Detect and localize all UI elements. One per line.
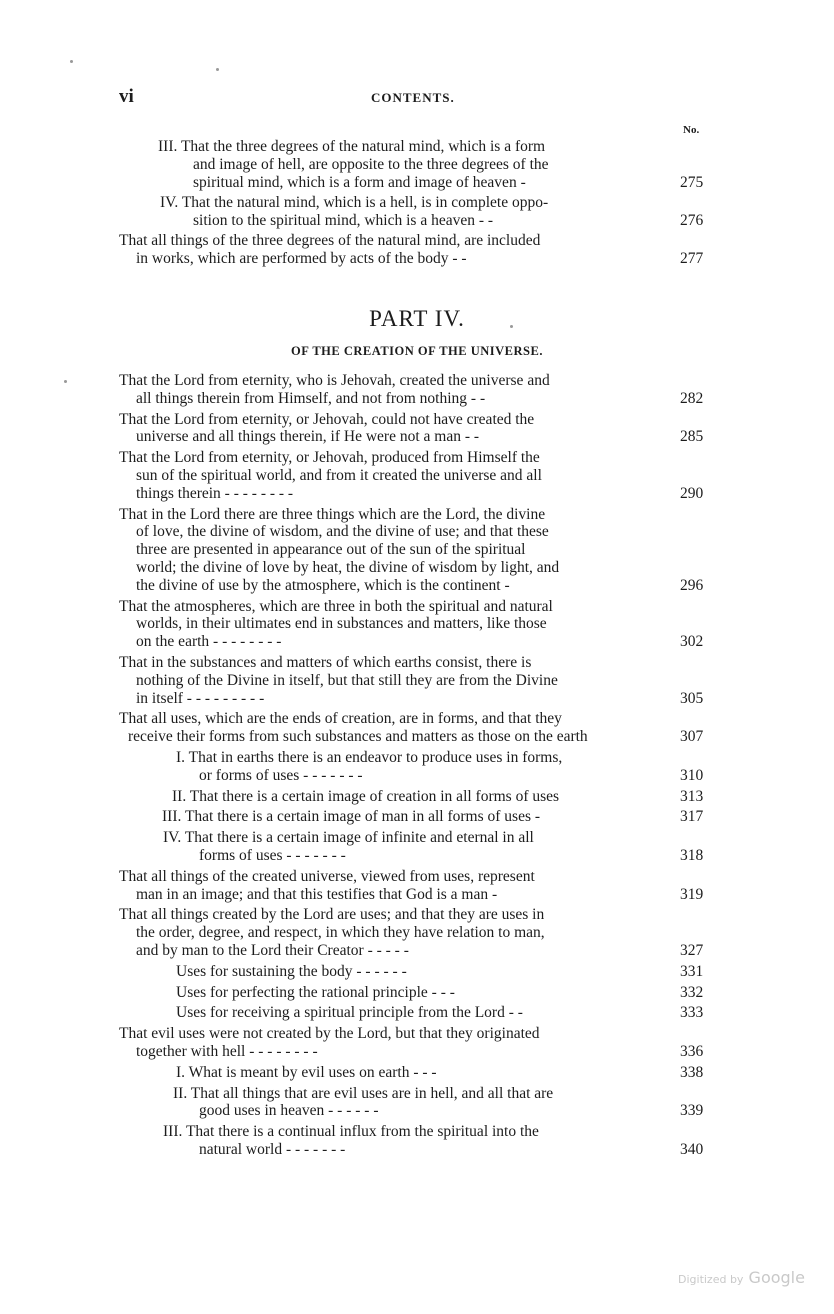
entry-line: or forms of uses - - - - - - - bbox=[199, 766, 363, 784]
watermark-prefix: Digitized by bbox=[678, 1273, 744, 1286]
entry-line: world; the divine of love by heat, the divine of wisdom by light, and bbox=[136, 559, 560, 576]
entry-number: 319 bbox=[680, 885, 704, 903]
entry-line: I. What is meant by evil uses on earth - - - bbox=[176, 1063, 437, 1081]
entry-number: 340 bbox=[680, 1141, 704, 1158]
entry-line: II. That there is a certain image of creation in all forms of uses bbox=[172, 787, 560, 805]
entry-number: 276 bbox=[680, 212, 704, 229]
entry-line: three are presented in appearance out of the sun of the spiritual bbox=[136, 541, 526, 559]
entry-number: 331 bbox=[680, 962, 704, 980]
entry-line: III. That there is a continual influx from the spiritual into the bbox=[163, 1123, 539, 1141]
google-watermark bbox=[678, 1268, 805, 1287]
entry-line: forms of uses - - - - - - - bbox=[199, 847, 346, 864]
paper-speck bbox=[64, 380, 67, 383]
section-title: OF THE CREATION OF THE UNIVERSE. bbox=[291, 344, 543, 358]
entry-line: the divine of use by the atmosphere, which is the continent - bbox=[136, 576, 510, 594]
entry-line: That all things created by the Lord are uses; and that they are uses in bbox=[119, 906, 545, 924]
entry-line: That the atmospheres, which are three in both the spiritual and natural bbox=[119, 597, 553, 615]
entry-line: That all things of the three degrees of the natural mind, are included bbox=[119, 232, 541, 249]
entry-line: IV. That there is a certain image of infinite and eternal in all bbox=[163, 829, 534, 847]
entry-line: the order, degree, and respect, in which they have relation to man, bbox=[136, 924, 545, 942]
entry-number: 333 bbox=[680, 1004, 704, 1022]
entry-number: 307 bbox=[680, 728, 704, 746]
entry-line: sition to the spiritual mind, which is a heaven - - bbox=[193, 212, 494, 229]
entry-line: That the Lord from eternity, who is Jehovah, created the universe and bbox=[119, 372, 550, 389]
entry-number: 317 bbox=[680, 808, 704, 826]
entry-line: in itself - - - - - - - - - bbox=[136, 689, 265, 707]
paper-speck bbox=[510, 325, 513, 328]
entry-line: Uses for sustaining the body - - - - - - bbox=[176, 962, 407, 980]
page-number: vi bbox=[119, 86, 134, 107]
part-title: PART IV. bbox=[369, 306, 465, 331]
entry-line: things therein - - - - - - - - bbox=[136, 484, 294, 502]
entry-line: natural world - - - - - - - bbox=[199, 1141, 346, 1158]
entry-line: and image of hell, are opposite to the three degrees of the bbox=[193, 156, 549, 173]
entry-line: That evil uses were not created by the Lord, but that they originated bbox=[119, 1025, 540, 1043]
entry-number: 302 bbox=[680, 633, 704, 651]
entry-line: III. That there is a certain image of man in all forms of uses - bbox=[162, 808, 541, 826]
column-label: No. bbox=[683, 124, 700, 136]
entry-line: man in an image; and that this testifies that God is a man - bbox=[136, 885, 498, 903]
entry-line: That in the substances and matters of which earths consist, there is bbox=[119, 654, 532, 671]
watermark-brand: Google bbox=[748, 1268, 805, 1287]
entry-number: 339 bbox=[680, 1102, 704, 1120]
entry-number: 275 bbox=[680, 174, 704, 191]
paper-speck bbox=[70, 60, 73, 63]
entry-number: 332 bbox=[680, 983, 704, 1001]
entry-number: 310 bbox=[680, 766, 704, 784]
entry-line: I. That in earths there is an endeavor to produce uses in forms, bbox=[176, 749, 563, 766]
entry-line: That in the Lord there are three things which are the Lord, the divine bbox=[119, 505, 546, 523]
entry-line: IV. That the natural mind, which is a hell, is in complete oppo- bbox=[160, 194, 549, 211]
entry-number: 338 bbox=[680, 1063, 704, 1081]
entry-line: receive their forms from such substances and matters as those on the earth bbox=[128, 728, 588, 746]
entry-number: 305 bbox=[680, 689, 704, 707]
entry-number: 277 bbox=[680, 250, 704, 267]
entry-line: on the earth - - - - - - - - bbox=[136, 633, 282, 651]
entry-line: of love, the divine of wisdom, and the divine of use; and that these bbox=[136, 523, 549, 541]
entry-line: together with hell - - - - - - - - bbox=[136, 1043, 318, 1060]
entry-number: 290 bbox=[680, 484, 704, 502]
entry-line: universe and all things therein, if He were not a man - - bbox=[136, 428, 480, 446]
entry-line: III. That the three degrees of the natural mind, which is a form bbox=[158, 138, 546, 155]
entry-line: That the Lord from eternity, or Jehovah, could not have created the bbox=[119, 410, 535, 428]
entry-line: and by man to the Lord their Creator - - - - - bbox=[136, 942, 409, 959]
entry-number: 296 bbox=[680, 576, 704, 594]
entry-line: nothing of the Divine in itself, but that still they are from the Divine bbox=[136, 671, 558, 689]
entry-line: II. That all things that are evil uses are in hell, and all that are bbox=[173, 1084, 554, 1102]
entry-line: That all uses, which are the ends of creation, are in forms, and that they bbox=[119, 710, 562, 728]
entry-line: sun of the spiritual world, and from it created the universe and all bbox=[136, 467, 542, 484]
entry-number: 336 bbox=[680, 1043, 704, 1060]
running-title: CONTENTS. bbox=[371, 90, 455, 105]
entry-line: all things therein from Himself, and not from nothing - - bbox=[136, 389, 486, 407]
entry-number: 285 bbox=[680, 428, 704, 446]
entry-number: 282 bbox=[680, 389, 704, 407]
entry-number: 327 bbox=[680, 942, 704, 959]
entry-line: That all things of the created universe, viewed from uses, represent bbox=[119, 867, 535, 885]
entry-number: 313 bbox=[680, 787, 704, 805]
entry-line: Uses for receiving a spiritual principle from the Lord - - bbox=[176, 1004, 523, 1022]
entry-line: That the Lord from eternity, or Jehovah, produced from Himself the bbox=[119, 449, 540, 467]
entry-line: spiritual mind, which is a form and image of heaven - bbox=[193, 174, 526, 191]
entry-line: worlds, in their ultimates end in substances and matters, like those bbox=[136, 615, 547, 633]
entry-number: 318 bbox=[680, 847, 704, 864]
paper-speck bbox=[216, 68, 219, 71]
entry-line: good uses in heaven - - - - - - bbox=[199, 1102, 379, 1120]
entry-line: in works, which are performed by acts of the body - - bbox=[136, 250, 467, 267]
entry-line: Uses for perfecting the rational principle - - - bbox=[176, 983, 455, 1001]
